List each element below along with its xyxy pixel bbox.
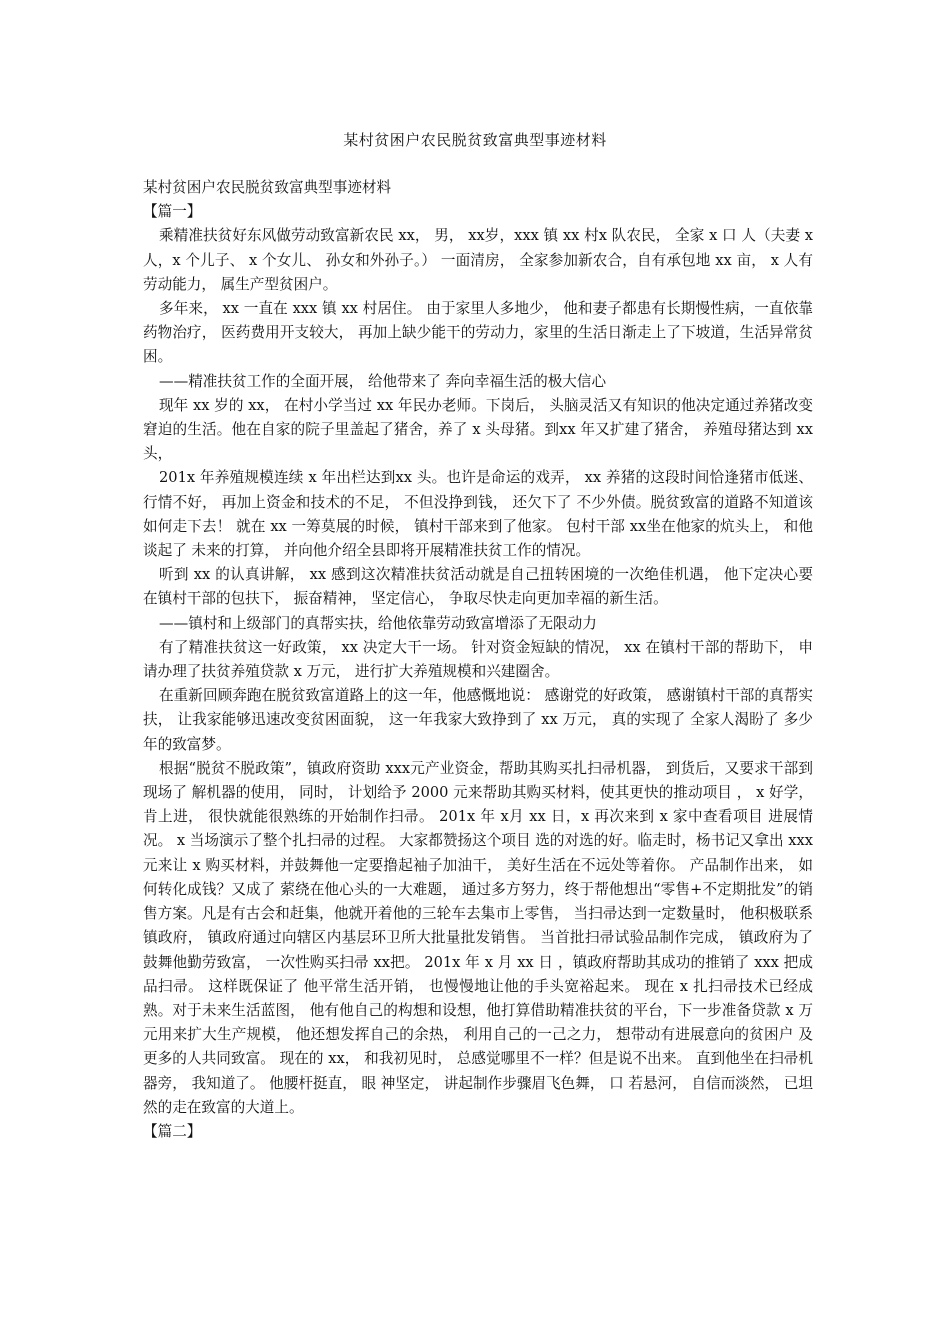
section-label-1: 【篇一】 [143,203,202,221]
paragraph-2: 多年来， xx 一直在 xxx 镇 xx 村居住。 由于家里人多地少， 他和妻子都患有长期慢性病，一直依靠药物治疗， 医药费用开支较大， 再加上缺少能干的劳动力，家里的生活日渐走上了下坡道，生活异常贫困。 [143,300,813,366]
paragraph-1: 乘精准扶贫好东风做劳动致富新农民 xx， 男， xx岁，xxx 镇 xx 村x 队农民， 全家 x 口 人（夫妻 x人，x 个儿子、 x 个女儿、 孙女和外孙子。） 一面清房， 全家参加新农合，自有承包地 xx 亩， x 人有劳动能力， 属生产型贫困户。 [143,227,813,293]
document-title: 某村贫困户农民脱贫致富典型事迹材料 [343,131,607,149]
section-label-2: 【篇二】 [143,1122,202,1140]
paragraph-10: 根据“脱贫不脱政策”，镇政府资助 xxx元产业资金，帮助其购买扎扫帚机器， 到货后，又要求干部到现场了 解机器的使用， 同时， 计划给予 2000 元来帮助其购买材料，使其更快的推动项目 ， x 好学，肯上进， 很快就能很熟练的开始制作扫帚。 201x 年 x月 xx 日，x 再次来到 x 家中查看项目 进展情况。 x 当场演示了整个扎扫帚的过程。 大家都赞扬这个项目 选的对选的好。临走时，杨书记又拿出 xxx元来让 x 购买材料，并鼓舞他一定要撸起袖子加油干， 美好生活在不远处等着你。 产品制作出来， 如何转化成钱？又成了 萦绕在他心头的一大难题， 通过多方努力，终于帮他想出“零售+不定期批发”的销售方案。凡是有古会和赶集，他就开着他的三轮车去集市上零售， 当扫帚达到一定数量时， 他积极联系镇政府， 镇政府通过向辖区内基层环卫所大批量批发销售。 当首批扫帚试验品制作完成， 镇政府为了 鼓舞他勤劳致富， 一次性购买扫帚 xx把。 201x 年 x 月 xx 日 ，镇政府帮助其成功的推销了 xxx 把成品扫帚。 这样既保证了 他平常生活开销， 也慢慢地让他的手头宽裕起来。 现在 x 扎扫帚技术已经成熟。对于未来生活蓝图， 他有他自己的构想和设想，他打算借助精准扶贫的平台，下一步准备贷款 x 万元用来扩大生产规模， 他还想发挥自己的余热， 利用自己的一己之力， 想带动有进展意向的贫困户 及更多的人共同致富。 现在的 xx， 和我初见时， 总感觉哪里不一样？但是说不出来。 直到他坐在扫帚机器旁， 我知道了。 他腰杆挺直， 眼 神坚定， 讲起制作步骤眉飞色舞， 口 若悬河， 自信而淡然， 已坦然的走在致富的大道上。 [143,759,813,1116]
paragraph-9: 在重新回顾奔跑在脱贫致富道路上的这一年，他感慨地说： 感谢党的好政策， 感谢镇村干部的真帮实扶， 让我家能够迅速改变贫困面貌， 这一年我家大致挣到了 xx 万元， 真的实现了 全家人渴盼了 多少年的致富梦。 [143,687,813,753]
paragraph-3: ——精准扶贫工作的全面开展， 给他带来了 奔向幸福生活的极大信心 [159,372,607,390]
paragraph-8: 有了精准扶贫这一好政策， xx 决定大干一场。 针对资金短缺的情况， xx 在镇村干部的帮助下， 申请办理了扶贫养殖贷款 x 万元， 进行扩大养殖规模和兴建圈舍。 [143,638,813,681]
paragraph-7: ——镇村和上级部门的真帮实扶，给他依靠劳动致富增添了无限动力 [159,614,597,632]
paragraph-5: 201x 年养殖规模连续 x 年出栏达到xx 头。也许是命运的戏弄， xx 养猪的这段时间恰逢猪市低迷、 行情不好， 再加上资金和技术的不足， 不但没挣到钱， 还欠下了 不少外债。脱贫致富的道路不知道该如何走下去！ 就在 xx 一筹莫展的时候， 镇村干部来到了他家。 包村干部 xx坐在他家的炕头上， 和他谈起了 未来的打算， 并向他介绍全县即将开展精准扶贫工作的情况。 [143,469,813,560]
document-body [143,176,813,1144]
paragraph-6: 听到 xx 的认真讲解， xx 感到这次精准扶贫活动就是自己扭转困境的一次绝佳机遇， 他下定决心要在镇村干部的包扶下， 振奋精神， 坚定信心， 争取尽快走向更加幸福的新生活。 [143,566,813,608]
paragraph-4: 现年 xx 岁的 xx， 在村小学当过 xx 年民办老师。下岗后， 头脑灵活又有知识的他决定通过养猪改变窘迫的生活。他在自家的院子里盖起了猪舍，养了 x 头母猪。到xx 年又扩建了猪舍， 养殖母猪达到 xx 头， [143,396,813,463]
document-subtitle: 某村贫困户农民脱贫致富典型事迹材料 [143,179,392,196]
